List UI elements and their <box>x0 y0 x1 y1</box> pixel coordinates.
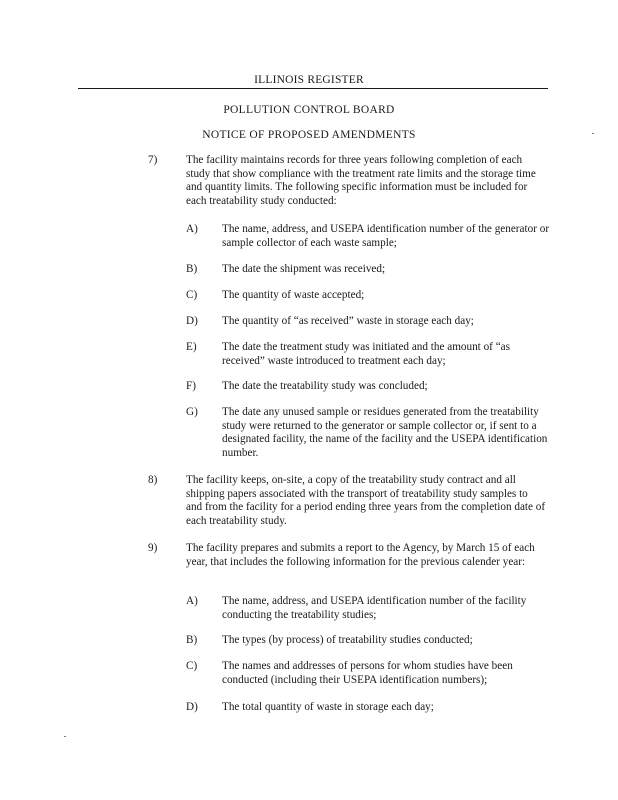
register-title: ILLINOIS REGISTER <box>254 74 364 86</box>
subitem-text: The name, address, and USEPA identification number of the generator or sample collector of each waste sample; <box>222 223 550 249</box>
item-text: The facility keeps, on-site, a copy of the treatability study contract and all shipping papers associated with the transport of treatability study samples to and from the facility for a period ending three years from the completion date of each treatability study. <box>186 474 546 527</box>
subitem-label: B) <box>186 634 198 646</box>
subitem-label: C) <box>186 289 198 301</box>
scan-speck <box>592 133 594 134</box>
subitem-label: A) <box>186 595 198 607</box>
subitem-text: The total quantity of waste in storage each day; <box>222 701 434 713</box>
subitem-label: E) <box>186 341 197 353</box>
notice-title: NOTICE OF PROPOSED AMENDMENTS <box>202 129 416 141</box>
subitem-label: F) <box>186 380 196 392</box>
subitem-text: The quantity of “as received” waste in storage each day; <box>222 315 474 327</box>
scan-speck <box>64 736 66 737</box>
subitem-text: The names and addresses of persons for whom studies have been conducted (including their USEPA identification numbers); <box>222 660 513 686</box>
item-number: 7) <box>148 154 158 166</box>
item-number: 9) <box>148 542 158 554</box>
subitem-text: The types (by process) of treatability studies conducted; <box>222 634 473 646</box>
board-title: POLLUTION CONTROL BOARD <box>223 104 395 116</box>
subitem-label: D) <box>186 701 198 713</box>
subitem-text: The date the treatment study was initiated and the amount of “as received” waste introduced to treatment each day; <box>222 341 510 367</box>
subitem-label: D) <box>186 315 198 327</box>
subitem-text: The date the shipment was received; <box>222 263 386 275</box>
item-number: 8) <box>148 474 158 486</box>
subitem-text: The date any unused sample or residues generated from the treatability study were returned to the generator or sample collector or, if sent to a designated facility, the name of the facility and the USEPA identification number. <box>222 406 548 459</box>
header-rule <box>78 88 548 89</box>
subitem-label: G) <box>186 406 198 418</box>
subitem-text: The name, address, and USEPA identification number of the facility conducting the treatability studies; <box>222 595 527 621</box>
subitem-text: The date the treatability study was concluded; <box>222 380 428 392</box>
item-text: The facility prepares and submits a report to the Agency, by March 15 of each year, that includes the following information for the previous calender year: <box>186 542 535 568</box>
subitem-label: B) <box>186 263 198 275</box>
subitem-text: The quantity of waste accepted; <box>222 289 365 301</box>
subitem-label: C) <box>186 660 198 672</box>
item-text: The facility maintains records for three years following completion of each study that show compliance with the treatment rate limits and the storage time and quantity limits. The following specific information must be included for each treatability study conducted: <box>186 154 536 207</box>
subitem-label: A) <box>186 223 198 235</box>
